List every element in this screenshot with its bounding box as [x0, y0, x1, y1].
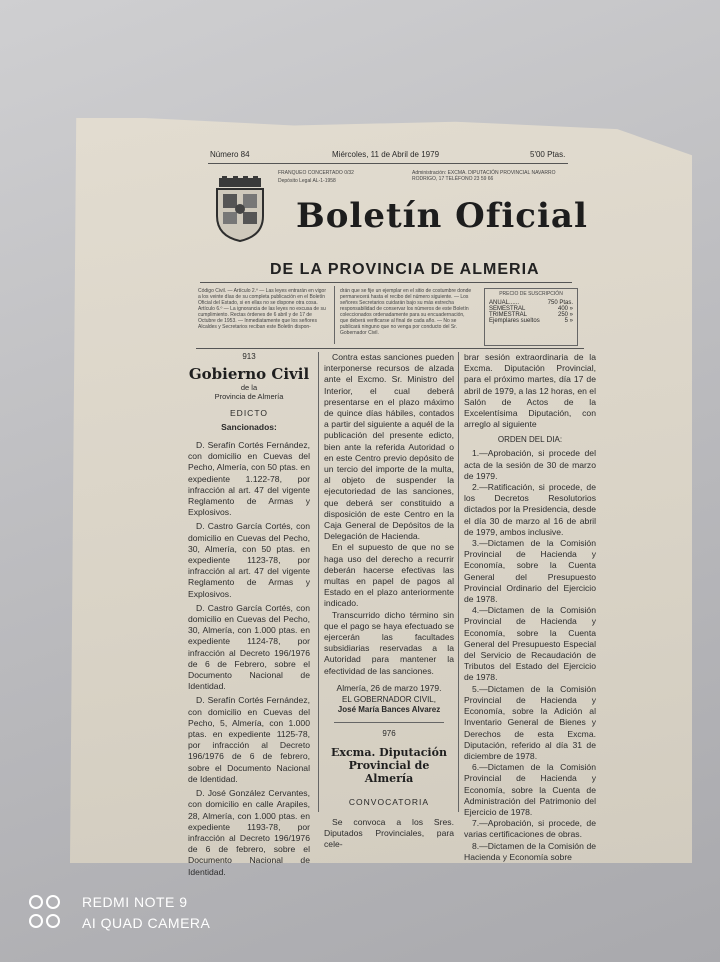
masthead-title: Boletín Oficial — [296, 196, 588, 236]
subscription-title: PRECIO DE SUSCRIPCIÓN — [499, 291, 563, 297]
edict-paragraph: D. José González Cervantes, con domicilio en calle Arapiles, 28, Almería, con 1.000 ptas. en expediente 1193-78, por infracción al Decreto 196/1976 de 6 de febrero, sobre el Documento Nacional de Identidad. — [188, 788, 310, 877]
section-title: Excma. Diputación — [331, 745, 447, 759]
issue-number: Número 84 — [210, 150, 250, 159]
subscription-value: 250 » — [557, 312, 573, 318]
subscription-value: 5 » — [564, 318, 573, 324]
edict-paragraph: D. Serafín Cortés Fernández, con domicilio en Cuevas del Pecho, 5, Almería, con 1.000 ptas. en expediente 1125-78, por infracción al Decreto 196/1976 de 6 de febrero, sobre el Documento Nacional de Identidad. — [188, 695, 310, 784]
edict-heading: EDICTO — [230, 408, 268, 418]
agenda-item: 3.—Dictamen de la Comisión Provincial de Hacienda y Economía, sobre la Cuenta General del Presupuesto Provincial Ordinario del Ejercicio de 1978. — [464, 538, 596, 605]
masthead-rule — [200, 282, 572, 283]
convocatoria-heading: CONVOCATORIA — [348, 796, 430, 807]
watermark-camera: AI QUAD CAMERA — [82, 915, 211, 931]
deposito-text: Depósito Legal AL-1-1958 — [278, 178, 336, 184]
edict-paragraph: D. Castro García Cortés, con domicilio en Cuevas del Pecho, 30, Almería, con 1.000 ptas. en expediente 1124-78, por infracción al Decreto 196/1976 de 6 de Febrero, sobre el Documento Nacional de Identidad. — [188, 602, 310, 692]
column-divider — [318, 352, 319, 812]
notice-middle: drán que se fije un ejemplar en el sitio de costumbre donde permanecerá hasta el recibo del número siguiente. — Los señores Secretarios cuidarán bajo su más estrecha responsabilidad de conservar los números de este Boletín coleccionados ordenadamente para su encuadernación, que deberá verificarse al final de cada año. — No se publicará ninguno que no venga por conducto del Sr. Gobernador Civil. — [340, 288, 472, 336]
issue-date: Miércoles, 11 de Abril de 1979 — [332, 150, 440, 159]
edict-subheading: Sancionados: — [221, 422, 277, 432]
subscription-box — [484, 288, 578, 346]
signature-name: José María Bances Alvarez — [337, 704, 441, 714]
section-subtitle: de la — [240, 383, 258, 392]
column-1 — [188, 352, 310, 878]
agenda-item: 6.—Dictamen de la Comisión Provincial de Hacienda y Economía, sobre la Cuenta de Administración del Patrimonio del Ejercicio de 1978. — [464, 762, 596, 817]
franqueo-text: FRANQUEO CONCERTADO 0/32 — [278, 170, 354, 176]
signature-date: Almería, 26 de marzo 1979. — [336, 682, 442, 693]
agenda-item: 4.—Dictamen de la Comisión Provincial de Hacienda y Economía, sobre la Cuenta General del Presupuesto Especial del Servicio de Recaudación de Tributos del Estado del Ejercicio de 1978. — [464, 605, 596, 683]
edict-paragraph: D. Castro García Cortés, con domicilio en Cuevas del Pecho, 30, Almería, con 50 ptas. en expediente 1123-78, por infracción al art. 47 del vigente Reglamento de Armas y Explosivos. — [188, 521, 310, 599]
agenda-item: 1.—Aprobación, si procede del acta de la sesión de 30 de marzo de 1979. — [464, 448, 596, 481]
section-subtitle-2: Provincia de Almería — [214, 392, 284, 401]
agenda-item: 8.—Dictamen de la Comisión de Hacienda y Economía sobre — [464, 840, 596, 862]
subscription-label: Ejemplares sueltos — [489, 318, 540, 324]
column-2 — [324, 352, 454, 851]
notice-divider — [334, 286, 335, 344]
subscription-label: SEMESTRAL — [489, 306, 526, 312]
edict-paragraph: En el supuesto de que no se haga uso del derecho a recurrir deberán hacerse efectivas las multas en papel de pagos al Estado en el plazo anteriormente indicado. — [324, 542, 454, 609]
subscription-row — [485, 318, 577, 324]
edict-continuation — [324, 352, 454, 677]
notice-bottom-rule — [196, 348, 584, 349]
header-rule — [208, 163, 568, 164]
edict-paragraph: Transcurrido dicho término sin que el pago se haya efectuado se ejercerán las facultades subsidiarias reservadas a la Autoridad para mantener la efectividad de las sanciones. — [324, 609, 454, 676]
signature-role: EL GOBERNADOR CIVIL, — [342, 694, 436, 704]
administracion-text: Administración: EXCMA. DIPUTACIÓN PROVINCIAL NAVARRO RODRIGO, 17 TELÉFONO 23 59 66 — [412, 170, 556, 182]
masthead-subtitle: DE LA PROVINCIA DE ALMERIA — [270, 261, 540, 278]
edict-body — [188, 440, 310, 878]
column-3 — [464, 352, 596, 863]
section-separator — [334, 722, 444, 723]
agenda-heading: ORDEN DEL DIA: — [497, 435, 563, 445]
subscription-label: ANUAL...... — [489, 300, 520, 306]
agenda-item: 7.—Aprobación, si procede, de varias certificaciones de obras. — [464, 818, 596, 840]
convocatoria-tail: Se convoca a los Sres. Diputados Provinciales, para cele- — [324, 816, 454, 850]
section-title: Gobierno Civil — [188, 365, 310, 383]
issue-price: 5'00 Ptas. — [530, 150, 566, 159]
column-divider — [458, 352, 459, 812]
subscription-label: TRIMESTRAL — [489, 312, 528, 318]
agenda-item: 5.—Dictamen de la Comisión Provincial de Hacienda y Economía, sobre la Adición al Inventario General de Bienes y Derechos de esta Excma. Diputación, referido al día 31 de diciembre de 1978. — [464, 683, 596, 761]
agenda-list — [464, 448, 596, 863]
section-number: 976 — [382, 728, 396, 738]
subscription-value: 750 Ptas. — [547, 300, 573, 306]
edict-paragraph: Contra estas sanciones pueden interponerse recursos de alzada ante el Excmo. Sr. Ministro del Interior, el cual deberá presentarse en el plazo máximo de quince días hábiles, contados a partir del siguiente a aquél de la publicación del presente edicto, bien ante la referida Autoridad o en este Centro previo depósito de un tercio del importe de la multa, al objeto de suspender la ejecutoriedad de las sanciones, que deberá ser constituido a disposición de este Centro en la Caja General de Depósitos de la Delegación de Hacienda. — [324, 352, 454, 542]
coat-of-arms-icon — [213, 176, 267, 242]
watermark-model: REDMI NOTE 9 — [82, 894, 188, 910]
edict-paragraph: D. Serafín Cortés Fernández, con domicilio en Cuevas del Pecho, Almería, con 50 ptas. en expediente 1.122-78, por infracción al art. 47 del vigente Reglamento de Armas y Explosivos. — [188, 440, 310, 518]
subscription-value: 400 » — [557, 306, 573, 312]
notice-left: Código Civil. — Artículo 2.º — Las leyes entrarán en vigor a los veinte días de su completa publicación en el Boletín Oficial del Estado, si en ellas no se dispone otra cosa. Artículo 6.º — La ignorancia de las leyes no excusa de su cumplimiento. Rectas órdenes de 6 abril y de 17 de Octubre de 1953. — Inmediatamente que los señores Alcaldes y Secretarios reciban este Boletín dispon- — [198, 288, 326, 330]
agenda-item: 2.—Ratificación, si procede, de los Decretos Resolutorios dictados por la Presidencia, desde el día 30 de marzo al 16 de abril de 1979, ambos inclusive. — [464, 482, 596, 537]
section-title-2: Provincial de Almería — [348, 758, 430, 785]
section-number: 913 — [242, 352, 256, 361]
convocatoria-intro: brar sesión extraordinaria de la Excma. Diputación Provincial, para el próximo martes, día 17 de abril de 1979, a las 12 horas, en el Salón de Actos de la Excelentísima Diputación, con arreglo al siguiente — [464, 352, 596, 430]
camera-lens-icon — [28, 894, 62, 930]
